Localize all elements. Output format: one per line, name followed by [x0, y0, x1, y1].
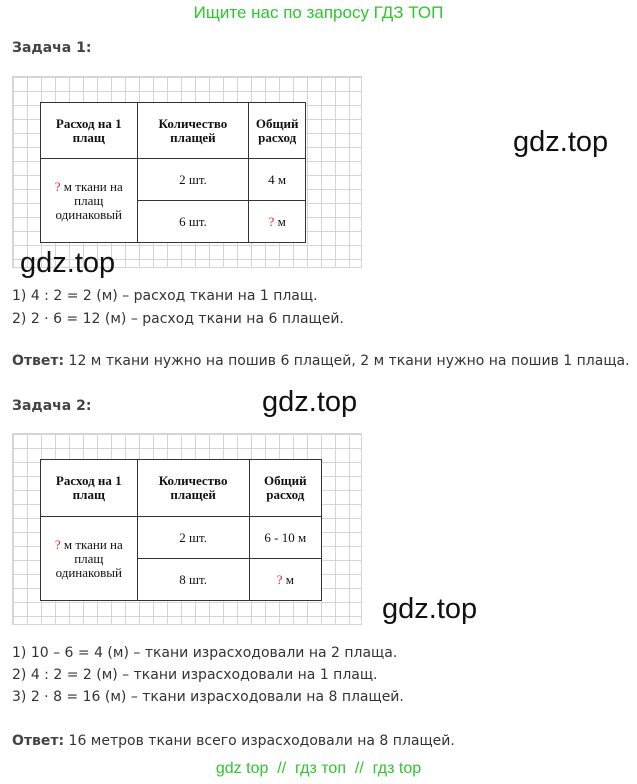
task2-total-2 — [249, 559, 321, 601]
task2-header-per-item: Расход на 1 плащ — [41, 460, 138, 517]
watermark: gdz.top — [513, 126, 609, 158]
task1-header-total: Общий расход — [249, 103, 306, 159]
search-banner: Ищите нас по запросу ГДЗ ТОП — [193, 3, 444, 22]
question-mark: ? — [276, 571, 283, 587]
task2-total-2-unit: м — [282, 571, 294, 587]
task2-title: Задача 2: — [12, 398, 92, 414]
task1-total-2 — [249, 201, 306, 243]
question-mark: ? — [54, 178, 61, 194]
task1-answer-text: 12 м ткани нужно на пошив 6 плащей, 2 м ткани нужно на пошив 1 плаща. — [64, 353, 630, 369]
task2-row-label — [41, 517, 138, 601]
task1-solution-step-1: 1) 4 : 2 = 2 (м) – расход ткани на 1 плащ. — [12, 288, 318, 304]
task1-header-count: Количество плащей — [137, 103, 249, 159]
answer-label: Ответ: — [12, 733, 65, 749]
task1-row-label-text: м ткани на плащ одинаковый — [55, 178, 123, 222]
task1-count-1: 2 шт. — [137, 159, 249, 201]
task1-title: Задача 1: — [12, 40, 92, 56]
task1-total-2-unit: м — [274, 213, 286, 229]
task2-answer-text: 16 метров ткани всего израсходовали на 8 плащей. — [64, 733, 455, 749]
task1-header-per-item: Расход на 1 плащ — [41, 103, 138, 159]
task1-solution-step-2: 2) 2 · 6 = 12 (м) – расход ткани на 6 плащей. — [12, 311, 344, 327]
task1-total-1: 4 м — [249, 159, 306, 201]
task2-header-count: Количество плащей — [137, 460, 249, 517]
task2-header-total: Общий расход — [249, 460, 321, 517]
task2-solution-step-2: 2) 4 : 2 = 2 (м) – ткани израсходовали на 1 плащ. — [12, 667, 378, 683]
task2-table — [40, 459, 322, 601]
task1-answer — [12, 353, 630, 369]
task2-row-label-text: м ткани на плащ одинаковый — [55, 536, 123, 580]
task2-solution-step-1: 1) 10 – 6 = 4 (м) – ткани израсходовали на 2 плаща. — [12, 645, 398, 661]
task2-solution-step-3: 3) 2 · 8 = 16 (м) – ткани израсходовали на 8 плащей. — [12, 689, 404, 705]
task2-total-1: 6 - 10 м — [249, 517, 321, 559]
task2-count-1: 2 шт. — [137, 517, 249, 559]
watermark: gdz.top — [382, 593, 478, 625]
answer-label: Ответ: — [12, 353, 65, 369]
question-mark: ? — [54, 536, 61, 552]
task1-row-label — [41, 159, 138, 243]
watermark: gdz.top — [20, 247, 116, 279]
task1-count-2: 6 шт. — [137, 201, 249, 243]
task1-table — [40, 102, 306, 243]
question-mark: ? — [268, 213, 275, 229]
watermark: gdz.top — [262, 386, 358, 418]
task2-answer — [12, 733, 455, 749]
footer-links: gdz top // гдз топ // гдз top — [215, 760, 422, 777]
task2-count-2: 8 шт. — [137, 559, 249, 601]
